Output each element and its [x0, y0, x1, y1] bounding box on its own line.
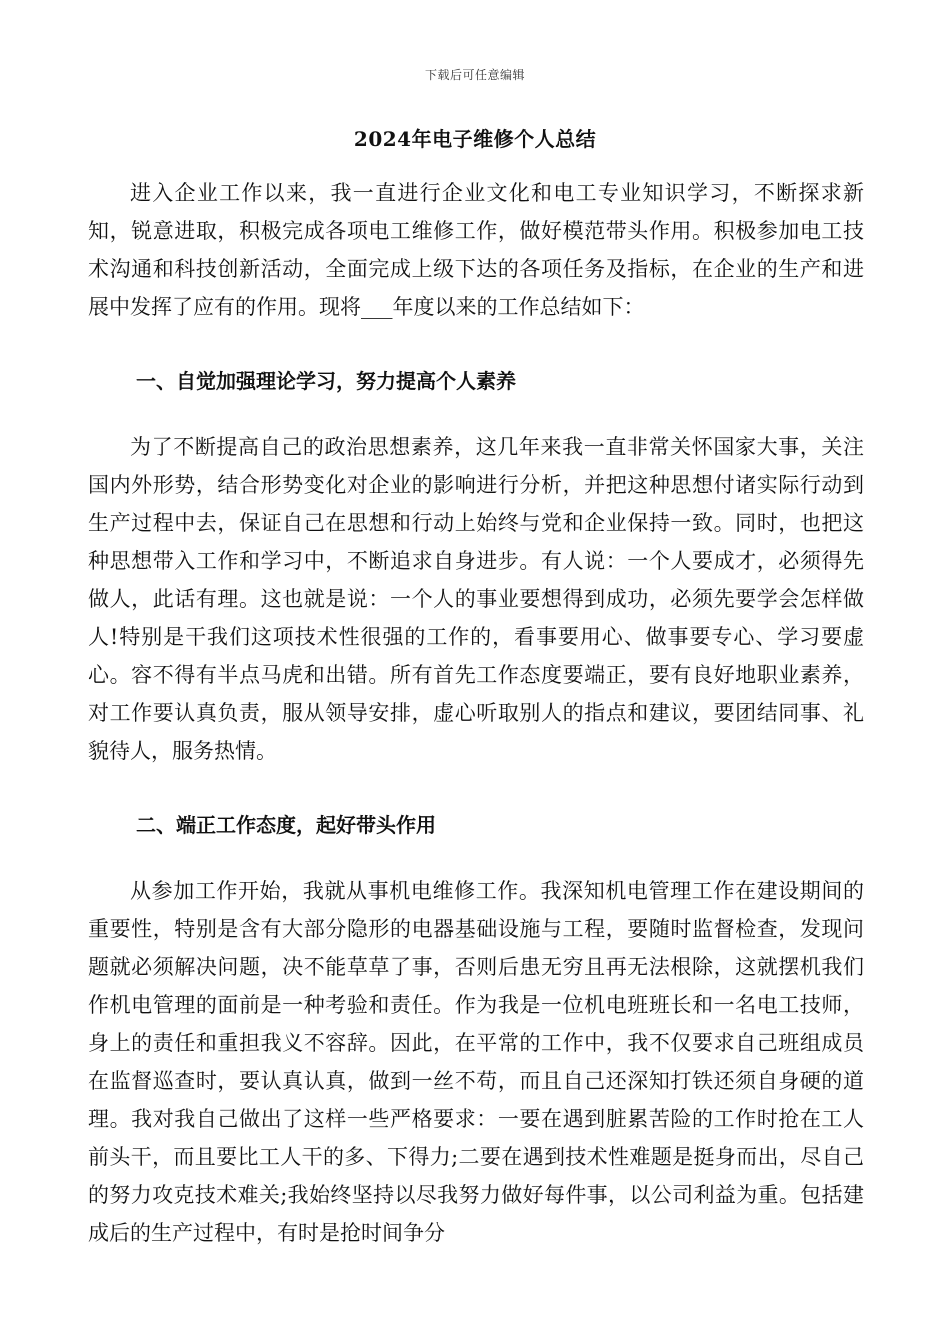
spacer [88, 400, 864, 428]
section-heading-1: 一、自觉加强理论学习，努力提高个人素养 [136, 369, 516, 393]
document-body [88, 174, 864, 1252]
intro-paragraph: 进入企业工作以来，我一直进行企业文化和电工专业知识学习，不断探求新知，锐意进取，积极完成各项电工维修工作，做好模范带头作用。积极参加电工技术沟通和科技创新活动，全面完成上级下达的各项任务及指标，在企业的生产和进展中发挥了应有的作用。现将___年度以来的工作总结如下： [88, 181, 864, 319]
header-note: 下载后可任意编辑 [424, 68, 525, 82]
spacer [88, 844, 864, 872]
section-heading-2: 二、端正工作态度，起好带头作用 [136, 813, 436, 837]
section-body-1: 为了不断提高自己的政治思想素养，这几年来我一直非常关怀国家大事，关注国内外形势，结合形势变化对企业的影响进行分析，并把这种思想付诸实际行动到生产过程中去，保证自己在思想和行动上始终与党和企业保持一致。同时，也把这种思想带入工作和学习中，不断追求自身进步。有人说：一个人要成才，必须得先做人，此话有理。这也就是说：一个人的事业要想得到成功，必须先要学会怎样做人!特别是干我们这项技术性很强的工作的，看事要用心、做事要专心、学习要虚心。容不得有半点马虎和出错。所有首先工作态度要端正，要有良好地职业素养，对工作要认真负责，服从领导安排，虚心听取别人的指点和建议，要团结同事、礼貌待人，服务热情。 [88, 435, 864, 763]
section-body-2: 从参加工作开始，我就从事机电维修工作。我深知机电管理工作在建设期间的重要性，特别是含有大部分隐形的电器基础设施与工程，要随时监督检查，发现问题就必须解决问题，决不能草草了事，否则后患无穷且再无法根除，这就摆机我们作机电管理的面前是一种考验和责任。作为我是一位机电班班长和一名电工技师，身上的责任和重担我义不容辞。因此，在平常的工作中，我不仅要求自己班组成员在监督巡查时，要认真认真，做到一丝不苟，而且自己还深知打铁还须自身硬的道理。我对我自己做出了这样一些严格要求：一要在遇到脏累苦险的工作时抢在工人前头干，而且要比工人干的多、下得力;二要在遇到技术性难题是挺身而出，尽自己的努力攻克技术难关;我始终坚持以尽我努力做好每件事，以公司利益为重。包括建成后的生产过程中，有时是抢时间争分 [88, 879, 864, 1245]
spacer [88, 770, 864, 806]
spacer [88, 326, 864, 362]
document-title: 2024年电子维修个人总结 [353, 127, 597, 151]
